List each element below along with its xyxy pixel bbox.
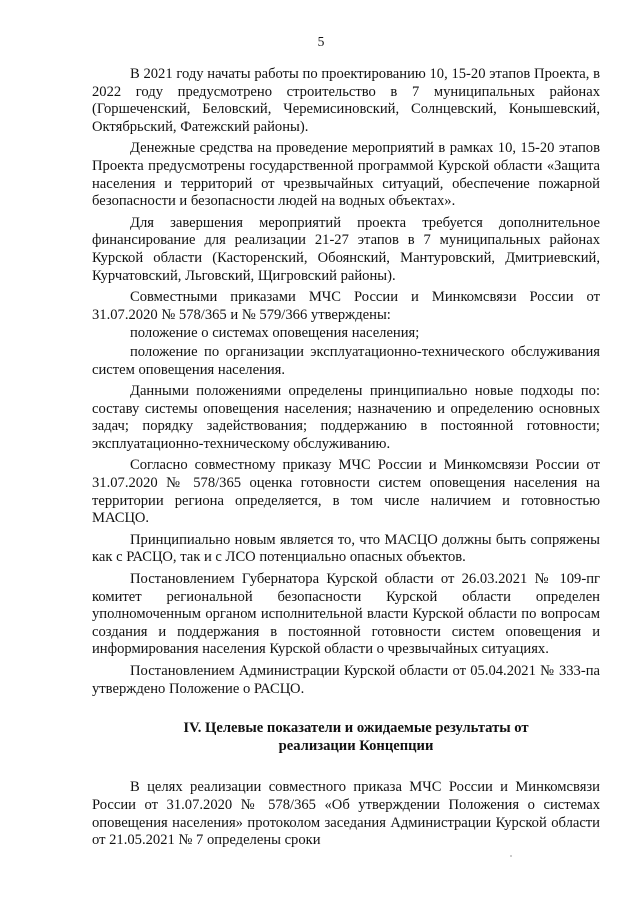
paragraph-design-stages: В 2021 году начаты работы по проектированию 10, 15-20 этапов Проекта, в 2022 году предусмотрено строительство в 7 муниципальных районах (Горшеченский, Беловский, Черемисиновский, Солнцевский, Конышевский, Октябрьский, Фатежский районы). [92, 66, 600, 135]
paragraph-masco-integration: Принципиально новым является то, что МАСЦО должны быть сопряжены как с РАСЦО, так и с ЛСО потенциально опасных объектов. [92, 531, 600, 566]
paragraph-additional-financing: Для завершения мероприятий проекта требуется дополнительное финансирование для реализации 21-27 этапов в 7 муниципальных районах Курской области (Касторенский, Обоянский, Мантуровский, Дмитриевский, Курчатовский, Льговский, Щигровский районы). [92, 214, 600, 284]
paragraph-new-approaches: Данными положениями определены принципиально новые подходы по: составу системы оповещения населения; назначению и определению основных задач; порядку задействования; поддержанию в постоянной готовности; эксплуатационно-техническому обслуживанию. [92, 383, 600, 452]
paragraph-regulation-warning-systems: положение о системах оповещения населения; [130, 325, 420, 342]
paragraph-closing: В целях реализации совместного приказа МЧС России и Минкомсвязи России от 31.07.2020 № 578/365 «Об утверждении Положения о системах оповещения населения» протоколом заседания Администрации Курской области от 21.05.2021 № 7 определены сроки [92, 779, 600, 849]
paragraph-governor-decree: Постановлением Губернатора Курской области от 26.03.2021 № 109-пг комитет региональной безопасности Курской области определен уполномоченным органом исполнительной власти Курской области по вопросам создания и поддержания в постоянной готовности систем оповещения и информирования населения Курской области о чрезвычайных ситуациях. [92, 571, 600, 658]
section-heading-line2: реализации Концепции [278, 737, 434, 754]
section-heading-line1: IV. Целевые показатели и ожидаемые результаты от [183, 720, 529, 737]
paragraph-readiness-assessment: Согласно совместному приказу МЧС России и Минкомсвязи России от 31.07.2020 № 578/365 оценка готовности систем оповещения населения на территории региона определяется, в том числе наличием и готовностью МАСЦО. [92, 457, 600, 527]
section-heading [92, 720, 600, 755]
scan-speck [510, 855, 512, 857]
paragraph-administration-decree: Постановлением Администрации Курской области от 05.04.2021 № 333-па утверждено Положение о РАСЦО. [92, 663, 600, 697]
paragraph-regulation-maintenance: положение по организации эксплуатационно-технического обслуживания систем оповещения населения. [92, 343, 600, 378]
page-number: 5 [317, 34, 325, 49]
paragraph-joint-orders: Совместными приказами МЧС России и Минкомсвязи России от 31.07.2020 № 578/365 и № 579/366 утверждены: [92, 289, 600, 323]
paragraph-funding: Денежные средства на проведение мероприятий в рамках 10, 15-20 этапов Проекта предусмотрены государственной программой Курской области «Защита населения и территорий от чрезвычайных ситуаций, обеспечение пожарной безопасности и безопасности людей на водных объектах». [92, 140, 600, 210]
